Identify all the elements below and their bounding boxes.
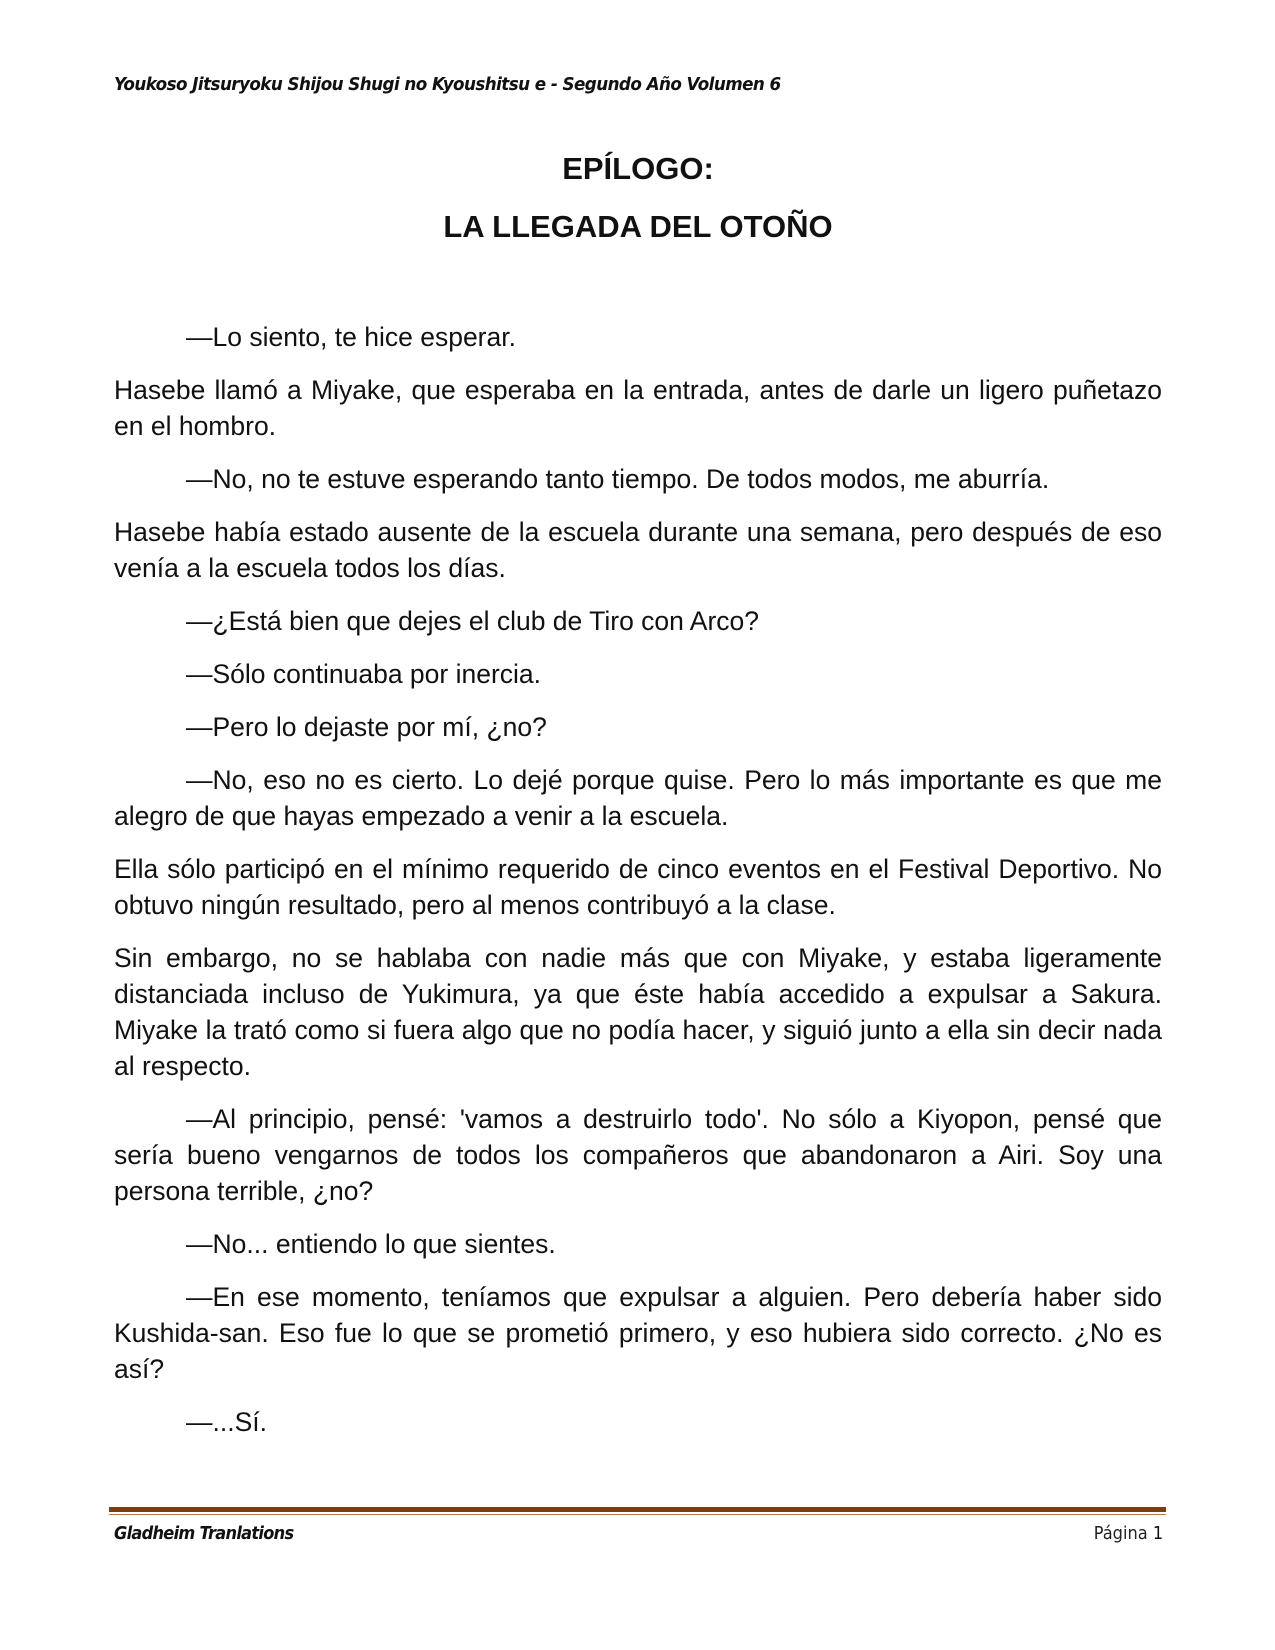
paragraph-dialogue: —Lo siento, te hice esperar. xyxy=(186,322,516,352)
chapter-body xyxy=(114,319,1162,1457)
paragraph-dialogue: —Pero lo dejaste por mí, ¿no? xyxy=(186,712,547,742)
paragraph-dialogue: —...Sí. xyxy=(186,1407,267,1437)
page-number xyxy=(1094,1523,1163,1544)
chapter-title-line2: LA LLEGADA DEL OTOÑO xyxy=(443,209,833,244)
paragraph-dialogue: —No... entiendo lo que sientes. xyxy=(186,1229,556,1259)
paragraph-narration: Hasebe había estado ausente de la escuela durante una semana, pero después de eso venía a la escuela todos los días. xyxy=(114,517,1162,583)
paragraph-narration: Sin embargo, no se hablaba con nadie más que con Miyake, y estaba ligeramente distanciada incluso de Yukimura, ya que éste había accedido a expulsar a Sakura. Miyake la trató como si fuera algo que no podía hacer, y siguió junto a ella sin decir nada al respecto. xyxy=(114,943,1162,1081)
page-number-value: 1 xyxy=(1152,1523,1163,1544)
footer-divider xyxy=(109,1507,1166,1515)
paragraph-dialogue: —En ese momento, teníamos que expulsar a alguien. Pero debería haber sido Kushida-san. Eso fue lo que se prometió primero, y eso hubiera sido correcto. ¿No es así? xyxy=(114,1282,1162,1384)
paragraph-narration: Hasebe llamó a Miyake, que esperaba en la entrada, antes de darle un ligero puñetazo en el hombro. xyxy=(114,375,1162,441)
paragraph-dialogue: —¿Está bien que dejes el club de Tiro con Arco? xyxy=(186,606,760,636)
paragraph-narration: Ella sólo participó en el mínimo requerido de cinco eventos en el Festival Deportivo. No obtuvo ningún resultado, pero al menos contribuyó a la clase. xyxy=(114,854,1162,920)
chapter-title-line1: EPÍLOGO: xyxy=(562,151,714,186)
page-label: Página xyxy=(1093,1523,1148,1544)
footer-credit: Gladheim Tranlations xyxy=(114,1523,294,1544)
paragraph-dialogue: —Sólo continuaba por inercia. xyxy=(186,659,542,689)
paragraph-dialogue: —Al principio, pensé: 'vamos a destruirlo todo'. No sólo a Kiyopon, pensé que sería bueno vengarnos de todos los compañeros que abandonaron a Airi. Soy una persona terrible, ¿no? xyxy=(114,1104,1162,1206)
paragraph-dialogue: —No, no te estuve esperando tanto tiempo. De todos modos, me aburría. xyxy=(186,464,1050,494)
running-header: Youkoso Jitsuryoku Shijou Shugi no Kyoushitsu e - Segundo Año Volumen 6 xyxy=(114,74,781,95)
paragraph-dialogue: —No, eso no es cierto. Lo dejé porque quise. Pero lo más importante es que me alegro de que hayas empezado a venir a la escuela. xyxy=(114,765,1162,831)
footer-divider-thin xyxy=(109,1514,1166,1515)
